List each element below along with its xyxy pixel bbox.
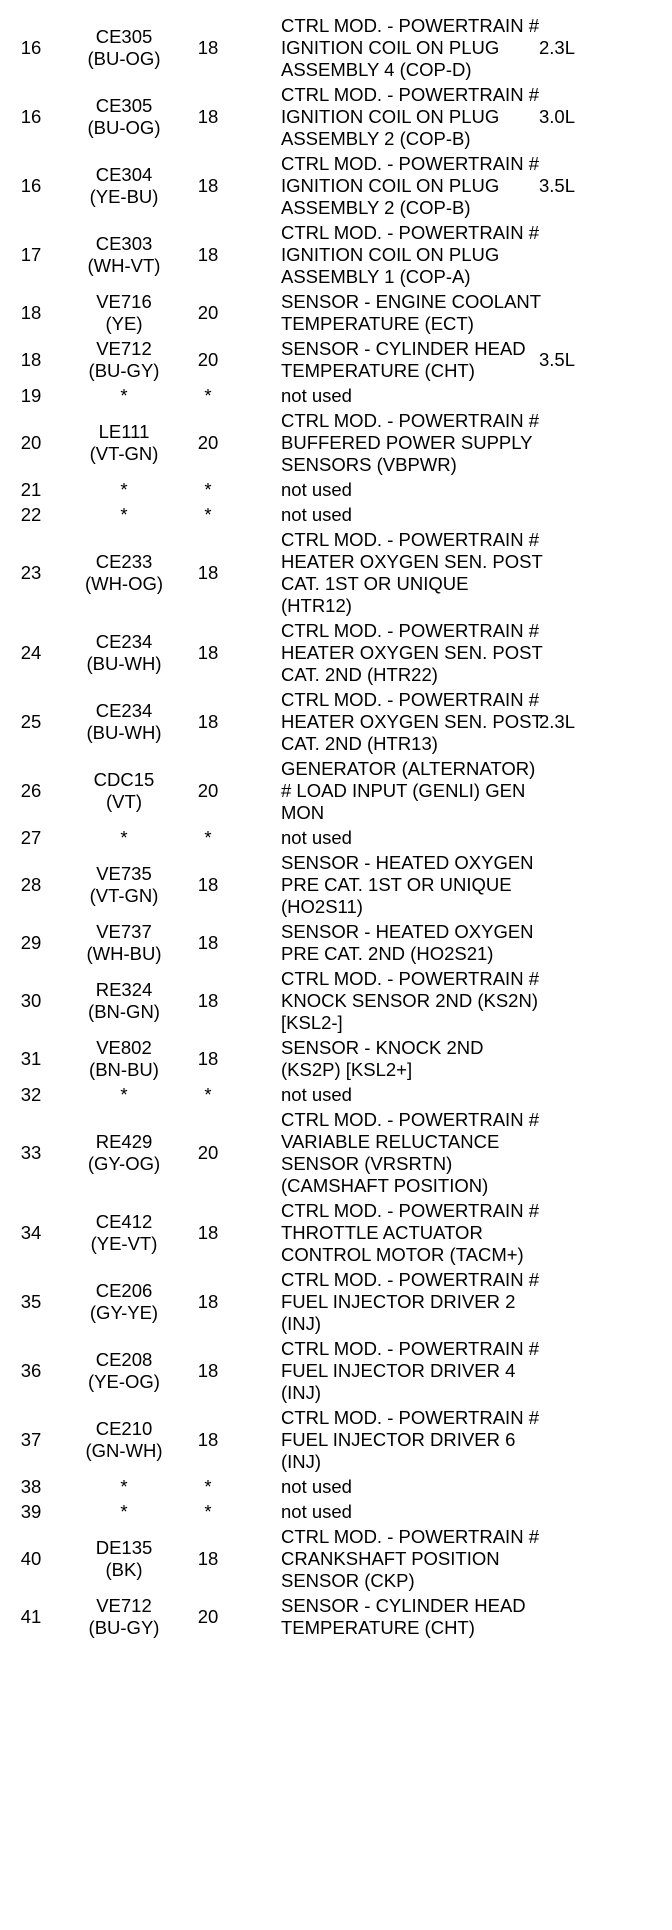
pin-number: 39	[20, 1501, 42, 1522]
circuit-cell	[62, 1268, 186, 1337]
pin-number: 33	[20, 1142, 42, 1163]
description-line: (INJ)	[281, 1382, 322, 1403]
circuit-id: *	[120, 504, 128, 525]
pin-number: 17	[20, 244, 42, 265]
circuit-cell	[62, 826, 186, 851]
circuit-id: VE802	[96, 1037, 152, 1058]
circuit-description	[230, 384, 535, 409]
wire-color: (BU-OG)	[87, 48, 161, 69]
engine-variant	[535, 528, 672, 619]
wire-gauge: *	[204, 1476, 212, 1497]
pin-row	[0, 619, 672, 688]
description-line: CTRL MOD. - POWERTRAIN #	[281, 968, 539, 989]
engine-variant: 3.5L	[539, 349, 576, 370]
engine-variant	[535, 826, 672, 851]
pin-row	[0, 1199, 672, 1268]
wire-color: (BU-WH)	[86, 653, 162, 674]
circuit-description	[230, 1036, 535, 1083]
circuit-id: CE304	[95, 164, 153, 185]
pin-row	[0, 503, 672, 528]
description-line: CTRL MOD. - POWERTRAIN #	[281, 1526, 539, 1547]
circuit-cell	[62, 1525, 186, 1594]
pin-number: 20	[20, 432, 42, 453]
circuit-description	[230, 1083, 535, 1108]
circuit-description	[230, 757, 535, 826]
pin-row	[0, 221, 672, 290]
wire-color: (YE-VT)	[90, 1233, 158, 1254]
circuit-id: LE111	[98, 421, 150, 442]
description-line: CAT. 1ST OR UNIQUE	[281, 573, 469, 594]
circuit-cell	[62, 619, 186, 688]
pin-row	[0, 528, 672, 619]
pin-row	[0, 1337, 672, 1406]
circuit-description	[230, 290, 542, 337]
circuit-id: CE210	[95, 1418, 153, 1439]
circuit-description	[230, 503, 535, 528]
description-line: ASSEMBLY 2 (COP-B)	[281, 197, 471, 218]
circuit-description	[230, 14, 539, 83]
description-line: CTRL MOD. - POWERTRAIN #	[281, 1407, 539, 1428]
wire-color: (BU-OG)	[87, 117, 161, 138]
circuit-cell	[62, 503, 186, 528]
description-line: not used	[281, 1501, 352, 1522]
pin-row	[0, 290, 672, 337]
engine-variant	[535, 920, 672, 967]
circuit-id: RE324	[95, 979, 153, 1000]
circuit-id: *	[120, 1476, 128, 1497]
pin-row	[0, 1083, 672, 1108]
pin-row	[0, 967, 672, 1036]
circuit-cell	[62, 478, 186, 503]
engine-variant	[535, 1525, 672, 1594]
wire-gauge: *	[204, 504, 212, 525]
circuit-cell	[62, 1406, 186, 1475]
description-line: ASSEMBLY 4 (COP-D)	[281, 59, 472, 80]
description-line: CRANKSHAFT POSITION	[281, 1548, 500, 1569]
circuit-description	[230, 688, 543, 757]
description-line: BUFFERED POWER SUPPLY	[281, 432, 533, 453]
engine-variant	[535, 409, 672, 478]
description-line: CTRL MOD. - POWERTRAIN #	[281, 410, 539, 431]
wire-gauge: 18	[197, 1429, 219, 1450]
circuit-id: RE429	[95, 1131, 153, 1152]
circuit-description	[230, 83, 539, 152]
pinout-table	[0, 14, 672, 1641]
engine-variant	[535, 1337, 672, 1406]
description-line: SENSOR - ENGINE COOLANT	[281, 291, 542, 312]
engine-variant	[535, 1406, 672, 1475]
circuit-cell	[62, 1500, 186, 1525]
wire-color: (BU-GY)	[88, 360, 160, 381]
pin-number: 16	[20, 37, 42, 58]
wire-gauge: 20	[197, 1142, 219, 1163]
engine-variant	[535, 1083, 672, 1108]
circuit-id: VE712	[96, 338, 152, 359]
circuit-id: VE712	[96, 1595, 152, 1616]
pin-number: 23	[20, 562, 42, 583]
description-line: not used	[281, 827, 352, 848]
description-line: HEATER OXYGEN SEN. POST	[281, 642, 543, 663]
circuit-id: CDC15	[93, 769, 155, 790]
pin-row	[0, 152, 672, 221]
circuit-cell	[62, 152, 186, 221]
circuit-description	[230, 1500, 535, 1525]
description-line: CTRL MOD. - POWERTRAIN #	[281, 529, 539, 550]
engine-variant	[535, 619, 672, 688]
pin-number: 41	[20, 1606, 42, 1627]
engine-variant	[535, 1036, 672, 1083]
wire-gauge: 20	[197, 780, 219, 801]
circuit-id: CE234	[95, 631, 153, 652]
description-line: THROTTLE ACTUATOR	[281, 1222, 483, 1243]
circuit-cell	[62, 1083, 186, 1108]
circuit-cell	[62, 1108, 186, 1199]
pin-number: 19	[20, 385, 42, 406]
description-line: IGNITION COIL ON PLUG	[281, 244, 500, 265]
circuit-id: DE135	[95, 1537, 153, 1558]
description-line: SENSOR (VRSRTN)	[281, 1153, 453, 1174]
pin-row	[0, 337, 672, 384]
pin-row	[0, 1406, 672, 1475]
pin-number: 31	[20, 1048, 42, 1069]
engine-variant	[535, 1475, 672, 1500]
wire-gauge: 20	[197, 302, 219, 323]
circuit-id: CE234	[95, 700, 153, 721]
description-line: MON	[281, 802, 325, 823]
description-line: ASSEMBLY 2 (COP-B)	[281, 128, 471, 149]
engine-variant	[535, 1500, 672, 1525]
circuit-cell	[62, 384, 186, 409]
circuit-description	[230, 1525, 539, 1594]
description-line: (CAMSHAFT POSITION)	[281, 1175, 489, 1196]
pin-row	[0, 384, 672, 409]
engine-variant	[535, 290, 672, 337]
circuit-cell	[62, 409, 186, 478]
circuit-description	[230, 967, 539, 1036]
circuit-description	[230, 478, 535, 503]
pin-number: 18	[20, 349, 42, 370]
circuit-description	[230, 221, 539, 290]
wire-color: (VT-GN)	[89, 885, 159, 906]
circuit-id: CE208	[95, 1349, 153, 1370]
engine-variant	[535, 478, 672, 503]
wire-gauge: *	[204, 1501, 212, 1522]
circuit-description	[230, 1199, 539, 1268]
engine-variant: 2.3L	[539, 711, 576, 732]
pin-row	[0, 920, 672, 967]
engine-variant	[535, 851, 672, 920]
wire-gauge: 18	[197, 1222, 219, 1243]
description-line: CONTROL MOTOR (TACM+)	[281, 1244, 524, 1265]
circuit-description	[230, 826, 535, 851]
circuit-description	[230, 1268, 539, 1337]
pin-number: 37	[20, 1429, 42, 1450]
engine-variant	[535, 1594, 672, 1641]
description-line: not used	[281, 385, 352, 406]
wire-gauge: 18	[197, 874, 219, 895]
circuit-id: *	[120, 827, 128, 848]
wire-color: (WH-OG)	[84, 573, 164, 594]
wire-color: (YE)	[105, 313, 143, 334]
circuit-cell	[62, 1475, 186, 1500]
wire-color: (YE-BU)	[89, 186, 159, 207]
engine-variant	[535, 384, 672, 409]
pin-row	[0, 757, 672, 826]
description-line: not used	[281, 1084, 352, 1105]
description-line: TEMPERATURE (CHT)	[281, 360, 475, 381]
wire-color: (BK)	[105, 1559, 143, 1580]
pin-row	[0, 83, 672, 152]
pin-row	[0, 1108, 672, 1199]
pin-number: 25	[20, 711, 42, 732]
wire-gauge: 18	[197, 106, 219, 127]
circuit-description	[230, 1594, 535, 1641]
pin-row	[0, 1500, 672, 1525]
description-line: TEMPERATURE (ECT)	[281, 313, 474, 334]
description-line: VARIABLE RELUCTANCE	[281, 1131, 500, 1152]
pin-row	[0, 688, 672, 757]
description-line: GENERATOR (ALTERNATOR)	[281, 758, 536, 779]
circuit-description	[230, 528, 543, 619]
wire-gauge: 20	[197, 1606, 219, 1627]
description-line: CTRL MOD. - POWERTRAIN #	[281, 620, 539, 641]
description-line: CTRL MOD. - POWERTRAIN #	[281, 153, 539, 174]
wire-gauge: *	[204, 385, 212, 406]
circuit-cell	[62, 1337, 186, 1406]
wire-gauge: 18	[197, 1048, 219, 1069]
circuit-cell	[62, 1199, 186, 1268]
wire-gauge: 18	[197, 1360, 219, 1381]
engine-variant	[535, 1199, 672, 1268]
circuit-description	[230, 851, 535, 920]
circuit-description	[230, 1337, 539, 1406]
description-line: ASSEMBLY 1 (COP-A)	[281, 266, 471, 287]
engine-variant: 2.3L	[539, 37, 576, 58]
wire-gauge: 18	[197, 175, 219, 196]
pin-number: 32	[20, 1084, 42, 1105]
circuit-id: *	[120, 479, 128, 500]
pin-number: 27	[20, 827, 42, 848]
description-line: CTRL MOD. - POWERTRAIN #	[281, 689, 539, 710]
description-line: CTRL MOD. - POWERTRAIN #	[281, 84, 539, 105]
engine-variant	[535, 967, 672, 1036]
circuit-id: CE305	[95, 26, 153, 47]
wire-gauge: 18	[197, 1548, 219, 1569]
description-line: CTRL MOD. - POWERTRAIN #	[281, 1269, 539, 1290]
circuit-cell	[62, 1594, 186, 1641]
description-line: SENSOR - CYLINDER HEAD	[281, 1595, 526, 1616]
circuit-cell	[62, 528, 186, 619]
description-line: (HTR12)	[281, 595, 352, 616]
description-line: CTRL MOD. - POWERTRAIN #	[281, 1109, 539, 1130]
description-line: SENSOR - HEATED OXYGEN	[281, 921, 534, 942]
wire-color: (GN-WH)	[85, 1440, 163, 1461]
wire-gauge: *	[204, 827, 212, 848]
pin-row	[0, 1594, 672, 1641]
wire-color: (WH-VT)	[87, 255, 161, 276]
wire-color: (BN-BU)	[89, 1059, 159, 1080]
pin-row	[0, 1475, 672, 1500]
circuit-id: VE716	[96, 291, 152, 312]
wire-gauge: 20	[197, 349, 219, 370]
description-line: CTRL MOD. - POWERTRAIN #	[281, 15, 539, 36]
circuit-id: VE735	[96, 863, 152, 884]
circuit-cell	[62, 337, 186, 384]
engine-variant: 3.0L	[539, 106, 576, 127]
circuit-cell	[62, 290, 186, 337]
description-line: not used	[281, 504, 352, 525]
description-line: TEMPERATURE (CHT)	[281, 1617, 475, 1638]
pinout-table-body	[0, 14, 672, 1641]
wire-gauge: 18	[197, 244, 219, 265]
circuit-id: CE233	[95, 551, 153, 572]
wire-color: (BU-WH)	[86, 722, 162, 743]
engine-variant	[535, 1108, 672, 1199]
description-line: CTRL MOD. - POWERTRAIN #	[281, 1338, 539, 1359]
pin-number: 28	[20, 874, 42, 895]
pin-row	[0, 851, 672, 920]
pin-number: 35	[20, 1291, 42, 1312]
description-line: CTRL MOD. - POWERTRAIN #	[281, 222, 539, 243]
circuit-description	[230, 920, 535, 967]
circuit-id: *	[120, 1501, 128, 1522]
pin-number: 34	[20, 1222, 42, 1243]
wire-color: (WH-BU)	[86, 943, 162, 964]
description-line: CAT. 2ND (HTR22)	[281, 664, 438, 685]
wire-gauge: 18	[197, 1291, 219, 1312]
wire-gauge: 18	[197, 37, 219, 58]
wire-color: (VT)	[106, 791, 142, 812]
description-line: SENSOR - CYLINDER HEAD	[281, 338, 526, 359]
circuit-cell	[62, 221, 186, 290]
description-line: FUEL INJECTOR DRIVER 2	[281, 1291, 516, 1312]
description-line: (INJ)	[281, 1313, 322, 1334]
engine-variant	[535, 221, 672, 290]
description-line: FUEL INJECTOR DRIVER 4	[281, 1360, 516, 1381]
pin-number: 18	[20, 302, 42, 323]
circuit-cell	[62, 967, 186, 1036]
wire-gauge: 20	[197, 432, 219, 453]
engine-variant: 3.5L	[539, 175, 576, 196]
wire-gauge: *	[204, 479, 212, 500]
circuit-id: *	[120, 1084, 128, 1105]
description-line: CTRL MOD. - POWERTRAIN #	[281, 1200, 539, 1221]
circuit-id: CE412	[95, 1211, 153, 1232]
pin-number: 40	[20, 1548, 42, 1569]
circuit-description	[230, 152, 539, 221]
pin-number: 30	[20, 990, 42, 1011]
description-line: HEATER OXYGEN SEN. POST	[281, 711, 543, 732]
wire-color: (GY-YE)	[89, 1302, 159, 1323]
pin-number: 36	[20, 1360, 42, 1381]
wire-gauge: 18	[197, 711, 219, 732]
circuit-description	[230, 409, 539, 478]
description-line: [KSL2-]	[281, 1012, 343, 1033]
description-line: (KS2P) [KSL2+]	[281, 1059, 413, 1080]
pin-number: 38	[20, 1476, 42, 1497]
pin-row	[0, 409, 672, 478]
description-line: SENSORS (VBPWR)	[281, 454, 457, 475]
pin-row	[0, 14, 672, 83]
pin-number: 24	[20, 642, 42, 663]
pin-number: 16	[20, 106, 42, 127]
description-line: SENSOR - KNOCK 2ND	[281, 1037, 484, 1058]
pin-number: 26	[20, 780, 42, 801]
circuit-id: CE305	[95, 95, 153, 116]
pin-row	[0, 478, 672, 503]
circuit-description	[230, 1475, 535, 1500]
description-line: IGNITION COIL ON PLUG	[281, 175, 500, 196]
pin-row	[0, 1036, 672, 1083]
description-line: # LOAD INPUT (GENLI) GEN	[281, 780, 526, 801]
engine-variant	[535, 1268, 672, 1337]
circuit-description	[230, 1406, 539, 1475]
wire-color: (BU-GY)	[88, 1617, 160, 1638]
circuit-cell	[62, 14, 186, 83]
description-line: IGNITION COIL ON PLUG	[281, 37, 500, 58]
circuit-cell	[62, 757, 186, 826]
circuit-cell	[62, 688, 186, 757]
description-line: PRE CAT. 2ND (HO2S21)	[281, 943, 494, 964]
circuit-cell	[62, 1036, 186, 1083]
wire-color: (VT-GN)	[89, 443, 159, 464]
circuit-id: CE303	[95, 233, 153, 254]
description-line: IGNITION COIL ON PLUG	[281, 106, 500, 127]
description-line: KNOCK SENSOR 2ND (KS2N)	[281, 990, 538, 1011]
circuit-cell	[62, 851, 186, 920]
pin-row	[0, 826, 672, 851]
description-line: (INJ)	[281, 1451, 322, 1472]
pin-row	[0, 1525, 672, 1594]
description-line: SENSOR - HEATED OXYGEN	[281, 852, 534, 873]
wire-color: (GY-OG)	[87, 1153, 161, 1174]
circuit-id: VE737	[96, 921, 152, 942]
description-line: SENSOR (CKP)	[281, 1570, 415, 1591]
description-line: (HO2S11)	[281, 896, 363, 917]
description-line: CAT. 2ND (HTR13)	[281, 733, 438, 754]
wire-color: (BN-GN)	[88, 1001, 160, 1022]
description-line: FUEL INJECTOR DRIVER 6	[281, 1429, 516, 1450]
description-line: PRE CAT. 1ST OR UNIQUE	[281, 874, 512, 895]
circuit-description	[230, 619, 543, 688]
circuit-description	[230, 337, 535, 384]
engine-variant	[535, 503, 672, 528]
wire-gauge: 18	[197, 642, 219, 663]
wire-gauge: 18	[197, 562, 219, 583]
circuit-id: CE206	[95, 1280, 153, 1301]
circuit-id: *	[120, 385, 128, 406]
wire-gauge: *	[204, 1084, 212, 1105]
description-line: not used	[281, 1476, 352, 1497]
description-line: not used	[281, 479, 352, 500]
circuit-description	[230, 1108, 539, 1199]
pin-number: 21	[20, 479, 42, 500]
pin-number: 16	[20, 175, 42, 196]
engine-variant	[535, 757, 672, 826]
wire-gauge: 18	[197, 990, 219, 1011]
pin-number: 22	[20, 504, 42, 525]
circuit-cell	[62, 83, 186, 152]
wire-gauge: 18	[197, 932, 219, 953]
pin-number: 29	[20, 932, 42, 953]
description-line: HEATER OXYGEN SEN. POST	[281, 551, 543, 572]
pin-row	[0, 1268, 672, 1337]
circuit-cell	[62, 920, 186, 967]
wire-color: (YE-OG)	[88, 1371, 160, 1392]
